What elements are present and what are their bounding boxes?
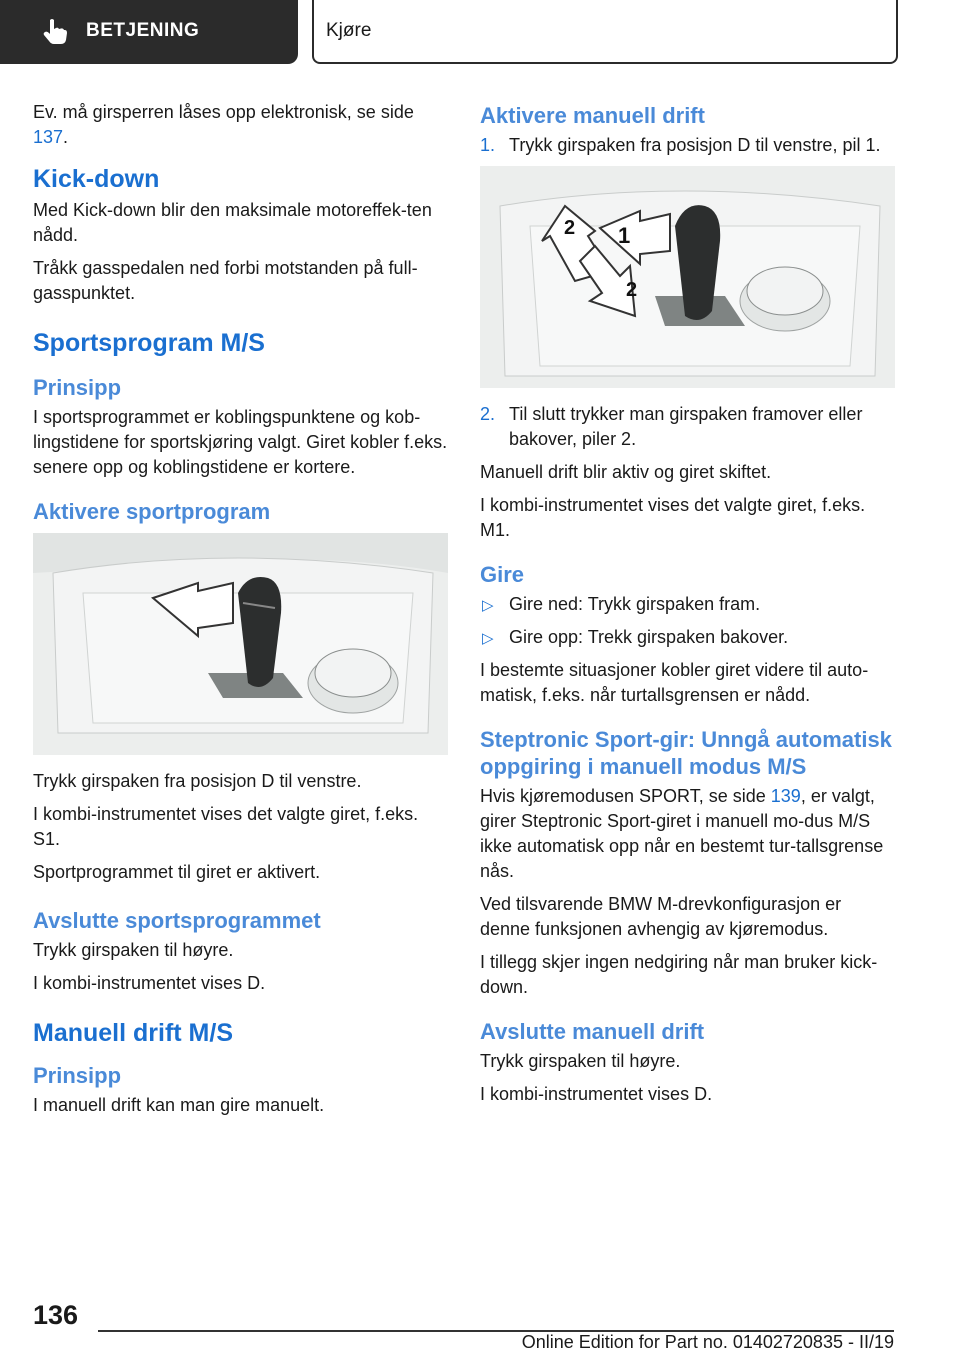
chapter-tab	[312, 0, 898, 64]
right-column	[480, 102, 895, 1115]
triangle-bullet-icon: ▷	[482, 597, 494, 614]
step-1: 1. Trykk girspaken fra posisjon D til venstre, pil 1.	[480, 135, 881, 155]
section-tab	[0, 0, 298, 64]
triangle-bullet-icon: ▷	[482, 630, 494, 647]
edition-text: Online Edition for Part no. 01402720835 - II/19	[521, 1332, 894, 1352]
end-sport-heading: Avslutte sportsprogrammet	[33, 908, 321, 933]
gire-heading: Gire	[480, 562, 525, 587]
bullet-shift-down: ▷ Gire ned: Trykk girspaken fram.	[480, 592, 895, 617]
manual-heading: Manuell drift M/S	[33, 1019, 233, 1047]
page-link-139[interactable]: 139	[770, 786, 801, 806]
page-number: 136	[33, 1300, 79, 1330]
intro-paragraph: Ev. må girsperren låses opp elektronisk, se side 137.	[33, 102, 414, 147]
gear-lever-left-figure	[33, 533, 448, 755]
hand-pointer-icon	[40, 16, 70, 46]
activate-p3: Sportprogrammet til giret er aktivert.	[33, 862, 321, 882]
manual-active-p: Manuell drift blir aktiv og giret skiftet.	[480, 462, 772, 482]
steptronic-p1: Hvis kjøremodusen SPORT, se side 139, er valgt, girer Steptronic Sport-giret i manuell mo-dus M/S ikke automatisk opp når en bestemt tur-tallsgrense nås.	[480, 786, 884, 881]
manual-principle-paragraph: I manuell drift kan man gire manuelt.	[33, 1095, 325, 1115]
kickdown-p1: Med Kick-down blir den maksimale motoreffek-ten nådd.	[33, 200, 432, 245]
steptronic-p3: I tillegg skjer ingen nedgiring når man bruker kick-down.	[480, 952, 878, 997]
manual-display-p: I kombi-instrumentet vises det valgte giret, f.eks. M1.	[480, 495, 866, 540]
end-sport-p2: I kombi-instrumentet vises D.	[33, 973, 266, 993]
steptronic-heading: Steptronic Sport-gir: Unngå automatisk oppgiring i manuell modus M/S	[480, 727, 892, 779]
end-manual-heading: Avslutte manuell drift	[480, 1019, 705, 1044]
left-column	[33, 100, 448, 1126]
activate-p2: I kombi-instrumentet vises det valgte giret, f.eks. S1.	[33, 804, 419, 849]
step-2: 2. Til slutt trykker man girspaken framover eller bakover, piler 2.	[480, 404, 863, 449]
steptronic-p2: Ved tilsvarende BMW M-drevkonfigurasjon er denne funksjonen avhengig av kjøremodus.	[480, 894, 842, 939]
page-footer	[0, 1300, 960, 1362]
principle-paragraph: I sportsprogrammet er koblingspunktene og kob-lingstidene for sportskjøring valgt. Giret kobler f.eks. senere opp og koblingstidene er kortere.	[33, 407, 448, 477]
gear-lever-right-figure	[480, 166, 895, 388]
page-header	[0, 0, 960, 66]
sport-heading: Sportsprogram M/S	[33, 329, 265, 357]
end-manual-p1: Trykk girspaken til høyre.	[480, 1051, 681, 1071]
chapter-label: Kjøre	[326, 20, 372, 41]
auto-shift-p: I bestemte situasjoner kobler giret videre til auto-matisk, f.eks. når turtallsgrensen er nådd.	[480, 660, 869, 705]
kickdown-heading: Kick-down	[33, 165, 160, 193]
bullet-shift-up: ▷ Gire opp: Trekk girspaken bakover.	[480, 625, 895, 650]
page-link-137[interactable]: 137	[33, 127, 64, 147]
kickdown-p2: Tråkk gasspedalen ned forbi motstanden på full-gasspunktet.	[33, 258, 418, 303]
arrow-label-2-bottom: 2	[626, 279, 638, 301]
arrow-label-1: 1	[618, 223, 631, 248]
end-sport-p1: Trykk girspaken til høyre.	[33, 940, 234, 960]
arrow-label-2-top: 2	[564, 217, 576, 239]
activate-p1: Trykk girspaken fra posisjon D til venstre.	[33, 771, 362, 791]
end-manual-p2: I kombi-instrumentet vises D.	[480, 1084, 713, 1104]
section-label: BETJENING	[86, 20, 200, 41]
manual-principle-heading: Prinsipp	[33, 1063, 122, 1088]
activate-manual-heading: Aktivere manuell drift	[480, 103, 705, 128]
principle-heading: Prinsipp	[33, 375, 122, 400]
activate-sport-heading: Aktivere sportprogram	[33, 499, 271, 524]
